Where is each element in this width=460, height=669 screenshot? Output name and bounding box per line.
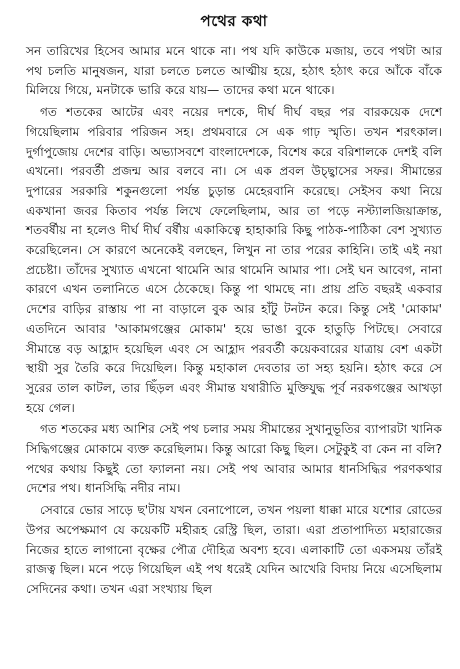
page-title: পথের কথা [200, 12, 268, 30]
document-page [26, 10, 442, 660]
paragraph-3: গত শতকের মধ্য আশির সেই পথ চলার সময় সীমান্তের সুখানুভূতির ব্যাপারটা খানিক সিদ্ধিগঞ্জের মোকামে ব্যক্ত করেছিলাম। কিন্তু আরো কিছু ছিল। সেটুকুই বা কেন না বলি? পথের কথায় কিছুই তো ফ্যালনা নয়। সেই পথ আবার আমার ধানসিদ্ধির পরণকথার দেশের পথ। ধানসিদ্ধি নদীর নাম। [26, 422, 442, 496]
paragraph-1: সন তারিখের হিসেব আমার মনে থাকে না। পথ যদি কাউকে মজায়, তবে পথটা আর পথ চলতি মানুষজন, যারা চলতে চলতে আত্মীয় হয়ে, হঠাৎ হঠাৎ করে আঁকে বাঁকে মিলিয়ে গিয়ে, মনটাকে ভারি করে যায়— তাদের কথা মনে থাকে। [26, 44, 442, 98]
paragraph-2: গত শতকের আটের এবং নয়ের দশকে, দীর্ঘ দীর্ঘ বছর পর বারকয়েক দেশে গিয়েছিলাম পরিবার পরিজন সহ। প্রথমবারে সে এক গাঢ় স্মৃতি। তখন শরৎকাল। দুর্গাপুজোয় দেশের বাড়ি। অভ্যাসবশে বাংলাদেশকে, বিশেষ করে বরিশালকে দেশই বলি এখনো। পরবর্তী প্রজন্ম আর বলবে না। সে এক প্রবল উচ্ছ্বাসের সফর। সীমান্তের দুপারের সরকারি শকুনগুলো পর্যন্ত চুড়ান্ত মেহেরবানি করেছে। সেইসব কথা নিয়ে একখানা জবর কিতাব পর্যন্ত লিখে ফেলেছিলাম, আর তা পড়ে নস্ট্যালজিয়াক্রান্ত, শতবর্ষীয় না হলেও দীর্ঘ দীর্ঘ বর্ষীয় একাকিত্বে হাহাকারি কিছু পাঠক-পাঠিকা বেশ সুখ্যাত করেছিলেন। সে কারণে অনেকেই বলছেন, লিখুন না তার পরের কাহিনি। তাই এই নয়া প্রচেষ্টা। তাঁদের সুখ্যাত এখনো থামেনি আর থামেনি আমার পা। সেই ঘন আবেগ, নানা কারণে এখন তলানিতে এসে ঠেকেছে। কিন্তু পা থামছে না। প্রায় প্রতি বছরই একবার দেশের বাড়ির রাস্তায় পা না বাড়ালে বুক আর হাঁটু টনটন করে। কিন্তু সেই 'মোকাম' এতদিনে আবার 'আকামগঞ্জের মোকাম' হয়ে ভাঙা বুকে হাতুড়ি পিটছে। সেবারে সীমান্তে বড় আহ্লাদ হয়েছিল এবং সে আহ্লাদ পরবর্তী কয়েকবারের যাত্রায় বেশ একটা স্থায়ী সুর তৈরি করে দিয়েছিল। কিন্তু মহাকাল দেবতার তা সহ্য হয়নি। হঠাৎ করে সে সুরের তাল কাটল, তার ছিঁড়ল এবং সীমান্ত যথারীতি মুক্তিযুদ্ধ পূর্ব নরকগঞ্জের আখড়া হয়ে গেল। [26, 105, 442, 415]
paragraph-4: সেবারে ভোর সাড়ে ছ'টায় যখন বেনাপোলে, তখন পয়লা ধাক্কা মারে যশোর রোডের উপর অপেক্ষমাণ যে কয়েকটি মহীরূহ রেস্ট্রি ছিল, তারা। এরা প্রতাপাদিত্য মহারাজের নিজের হাতে লাগানো বৃক্ষের পৌত্র দৌহিত্র অবশ্য হবে। এলাকাটি তো একসময় তাঁরই রাজত্ব ছিল। মনে পড়ে গিয়েছিল এই পথ ধরেই যেদিন আখেরি বিদায় নিয়ে এসেছিলাম সেদিনের কথা। তখন এরা সংখ্যায় ছিল [26, 503, 442, 596]
